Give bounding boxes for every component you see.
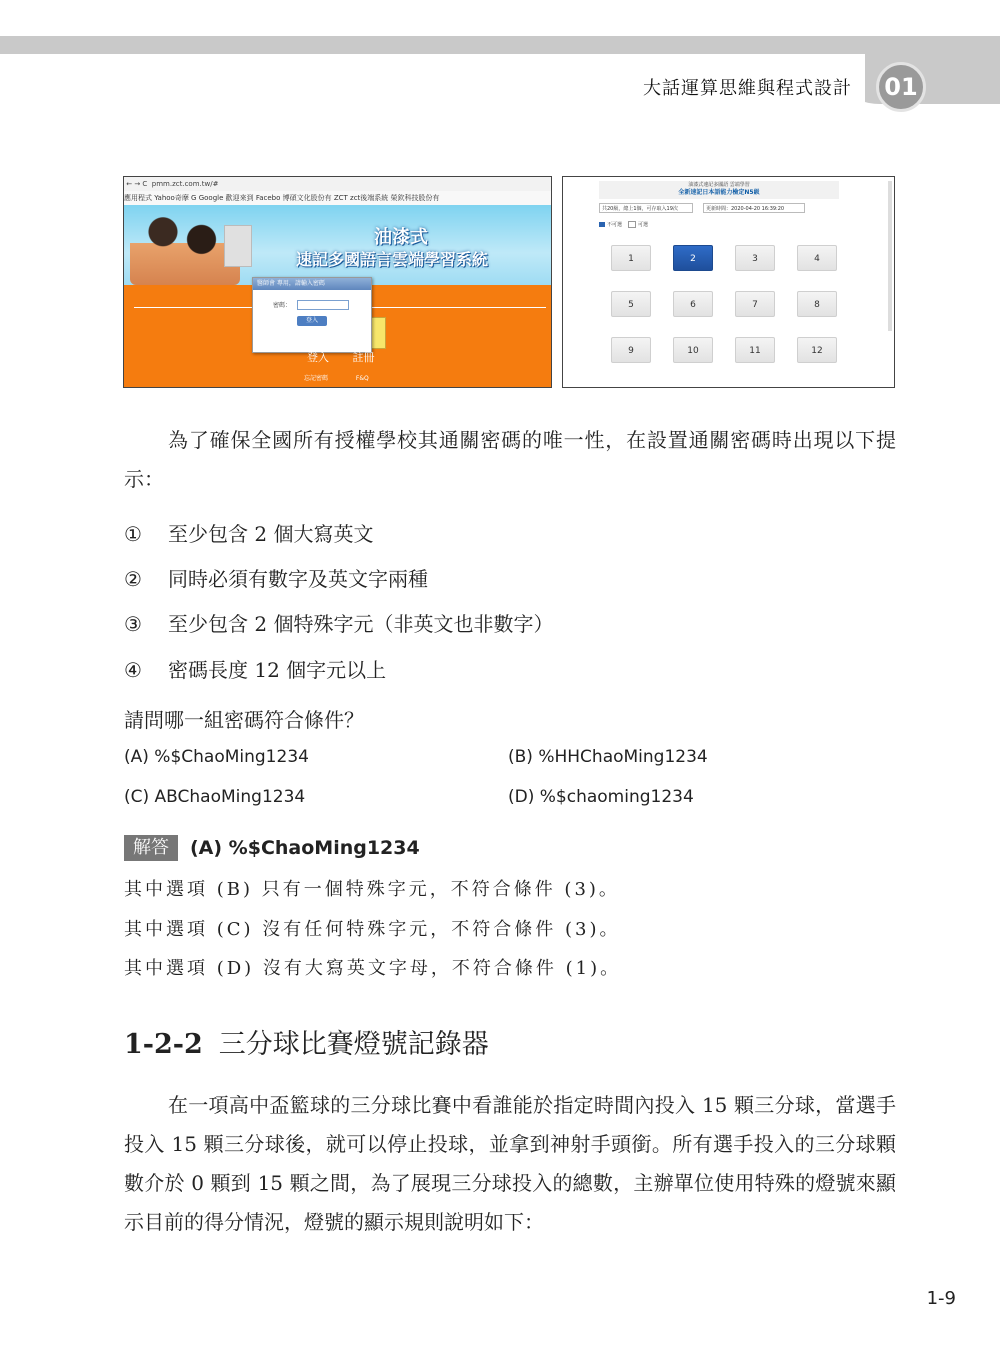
banner [124, 205, 551, 285]
answer-label: 解答 [124, 835, 178, 861]
side-tab [370, 317, 386, 349]
level-tile-8[interactable]: 8 [797, 291, 837, 317]
browser-address-bar [124, 177, 551, 192]
level-header-line2: 全新速記日本語能力檢定N5級 [678, 189, 760, 196]
banner-subtitle: 速記多國語言雲端學習系統 [296, 250, 489, 269]
level-tile-1[interactable]: 1 [611, 245, 651, 271]
intro-paragraph: 為了確保全國所有授權學校其通關密碼的唯一性，在設置通關密碼時出現以下提示： [124, 428, 896, 491]
forgot-faq-links[interactable]: 忘記密碼 F&Q [304, 375, 369, 382]
level-tile-10[interactable]: 10 [673, 337, 713, 363]
rule-marker: ③ [124, 612, 142, 636]
update-time: 更新時間：2020-04-20 16:39:20 [703, 203, 805, 213]
option-d: (D) %$chaoming1234 [508, 787, 694, 807]
page-number: 1-9 [926, 1288, 956, 1309]
login-register-links[interactable]: 登入 註冊 [307, 351, 375, 364]
legend-locked-swatch [599, 222, 605, 227]
rule-item [124, 608, 553, 637]
question: 請問哪一組密碼符合條件？ [124, 708, 364, 732]
chapter-badge: 01 [876, 62, 926, 112]
section-title: 三分球比賽燈號記錄器 [218, 1029, 489, 1060]
legend-open-swatch [628, 221, 636, 228]
rule-item [124, 518, 373, 547]
level-tile-2[interactable]: 2 [673, 245, 713, 271]
laptop-icon [224, 225, 252, 267]
level-tile-5[interactable]: 5 [611, 291, 651, 317]
level-info: 共20級，總上1個，可存取入19次 [599, 203, 693, 213]
login-button[interactable]: 登入 [297, 316, 327, 326]
level-tile-11[interactable]: 11 [735, 337, 775, 363]
rule-item [124, 654, 386, 683]
answer-value: (A) %$ChaoMing1234 [190, 837, 420, 859]
rule-text: 同時必須有數字及英文字兩種 [168, 567, 428, 591]
option-b: (B) %HHChaoMing1234 [508, 747, 708, 767]
level-select-screenshot [562, 176, 895, 388]
scrollbar[interactable] [888, 181, 892, 331]
login-dialog-header: 醫師會 專用，請輸入密碼 [253, 278, 371, 290]
bookmarks-text: 應用程式 Yahoo奇摩 G Google 歡迎來到 Facebo 博碩文化股份有 ZCT zct後端系統 榮欽科技股份有 [124, 194, 440, 202]
rule-item [124, 563, 428, 592]
section-paragraph: 在一項高中盃籃球的三分球比賽中看誰能於指定時間內投入 15 顆三分球，當選手投入 15 顆三分球後，就可以停止投球，並拿到神射手頭銜。所有選手投入的三分球顆數介於 0 顆到 15 顆之間，為了展現三分球投入的總數，主辦單位使用特殊的燈號來顯示目前的得分情況，燈號的顯示規則說明如下： [124, 1093, 896, 1234]
level-tile-3[interactable]: 3 [735, 245, 775, 271]
login-dialog [252, 277, 372, 353]
legend [599, 221, 648, 228]
rule-text: 至少包含 2 個特殊字元（非英文也非數字） [168, 612, 554, 636]
rule-text: 密碼長度 12 個字元以上 [168, 658, 387, 682]
url-text: pmm.zct.com.tw/# [151, 180, 219, 188]
banner-title: 油漆式 [374, 227, 428, 248]
level-header-line1: 油漆式速記多國語 雲端學習 [688, 182, 750, 188]
level-tile-9[interactable]: 9 [611, 337, 651, 363]
rule-marker: ② [124, 567, 142, 591]
level-tile-7[interactable]: 7 [735, 291, 775, 317]
password-label: 密碼： [273, 302, 292, 309]
running-title: 大話運算思維與程式設計 [643, 78, 852, 99]
password-input[interactable] [297, 300, 349, 310]
option-c: (C) ABChaoMing1234 [124, 787, 306, 807]
rule-marker: ① [124, 522, 142, 546]
bookmark-bar [124, 191, 551, 206]
option-a: (A) %$ChaoMing1234 [124, 747, 309, 767]
explanation-line: 其中選項 (C) 沒有任何特殊字元，不符合條件 (3)。 [124, 919, 621, 940]
level-header [599, 181, 839, 199]
explanation-line: 其中選項 (D) 沒有大寫英文字母，不符合條件 (1)。 [124, 958, 622, 979]
section-heading [124, 1022, 489, 1061]
legend-locked-label: 不可選 [607, 222, 623, 228]
rule-marker: ④ [124, 658, 142, 682]
nav-arrows-icon: ← → C [124, 180, 150, 188]
level-tile-12[interactable]: 12 [797, 337, 837, 363]
login-screenshot [123, 176, 552, 388]
section-number: 1-2-2 [124, 1029, 203, 1060]
level-tile-4[interactable]: 4 [797, 245, 837, 271]
legend-open-label: 可選 [638, 222, 649, 228]
explanation-line: 其中選項 (B) 只有一個特殊字元，不符合條件 (3)。 [124, 879, 620, 900]
level-tile-6[interactable]: 6 [673, 291, 713, 317]
rule-text: 至少包含 2 個大寫英文 [168, 522, 374, 546]
